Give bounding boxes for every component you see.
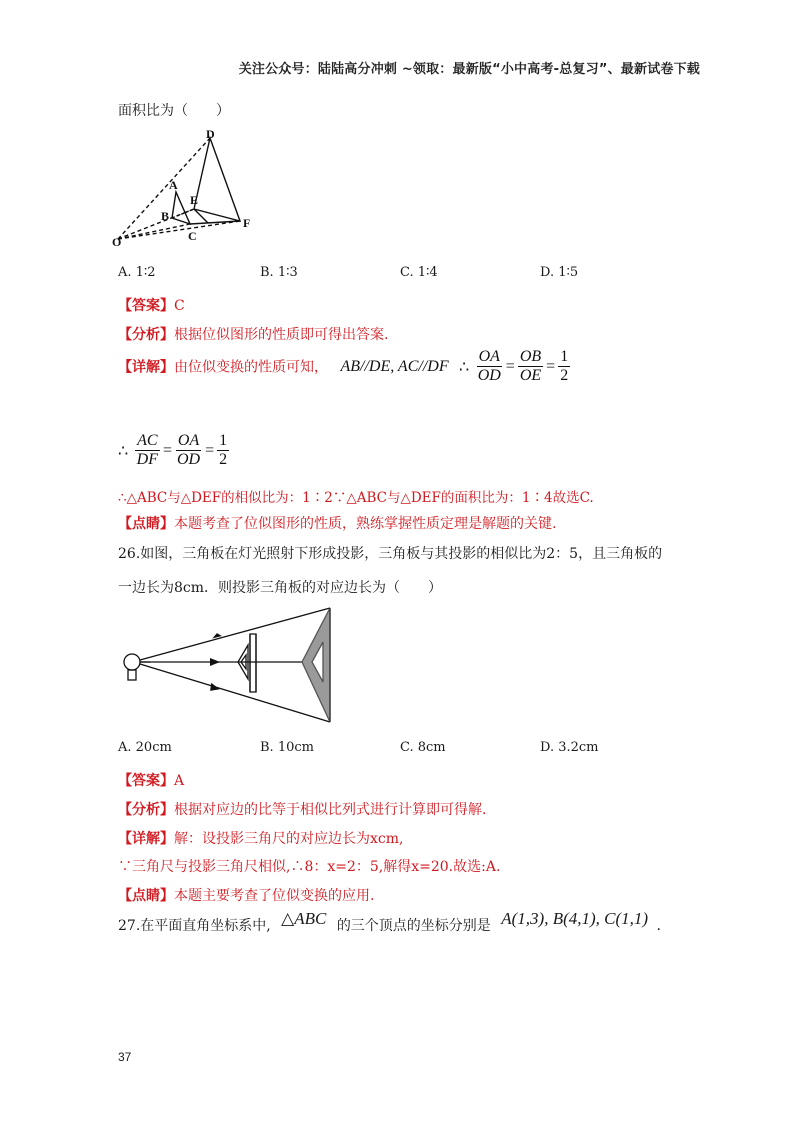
q26-projection-figure [120,600,350,730]
answer-tag: 【答案】 [118,298,174,314]
label-f: F [243,216,251,230]
label-c: C [188,229,197,243]
q25-comment-line [118,513,556,533]
q25-detail: 由位似变换的性质可知， [174,359,328,376]
fraction-one-half: $\frac{1}{2}$ [560,348,569,384]
comment-tag: 【点睛】 [118,516,174,532]
fraction-oa-od-2: $\frac{OA}{OD}$ [177,432,201,468]
q25-option-a: A. 1∶2 [118,265,156,280]
q26-detail-line: 【详解】解：设投影三角尺的对应边长为xcm, [118,831,404,847]
q26-option-b: B. 10cm [260,740,314,755]
arrow-middle [210,658,220,666]
q25-answer: C [174,298,185,314]
ray-of [118,221,240,239]
q25-ratio-line: ∴ $\frac{AC}{DF}$ = $\frac{OA}{OD}$ = $\frac{1}{2}$ [118,432,228,468]
therefore-symbol: ∴ [459,357,470,376]
q26-analysis: 根据对应边的比等于相似比列式进行计算即可得解. [174,802,487,818]
page-header: 关注公众号：陆陆高分冲刺 ~领取：最新版“小中高考-总复习”、最新试卷下载 [238,62,700,77]
q25-conclusion: ∴△ABC与△DEF的相似比为：1∶2∵△ABC与△DEF的面积比为：1∶4故选C. [118,490,594,506]
q26-answer: A [174,773,185,789]
q25-option-d: D. 1∶5 [540,265,579,280]
q27-stem: 27.在平面直角坐标系中, △ABC 的三个顶点的坐标分别是 A(1,3), B(4,1), C(1,1) . [118,909,661,934]
q25-option-b: B. 1∶3 [260,265,298,280]
q26-option-c: C. 8cm [400,740,446,755]
q25-answer-line [118,295,185,315]
analysis-tag: 【分析】 [118,327,174,343]
q25-figure [112,126,262,250]
label-o: O [112,235,122,249]
q25-detail-line: 【详解】由位似变换的性质可知， AB//DE, AC//DF ∴ $\frac{OA}{OD}$ = $\frac{OB}{OE}$ = $\frac{1}{2}$ [118,348,569,384]
q25-stem-tail: 面积比为（ ） [118,103,230,119]
fraction-one-half-2: $\frac{1}{2}$ [219,432,228,468]
triangle-def [194,138,240,221]
q26-answer-line: 【答案】A [118,773,185,789]
q26-option-d: D. 3.2cm [540,740,599,755]
q26-detail2: ∵三角尺与投影三角尺相似,∴8：x=2：5,解得x=20.故选:A. [118,859,501,875]
label-a: A [169,178,178,192]
q26-option-a: A. 20cm [118,740,172,755]
q25-analysis: 根据位似图形的性质即可得出答案. [174,327,389,343]
q26-stem-line1: 26.如图，三角板在灯光照射下形成投影，三角板与其投影的相似比为2：5，且三角板的 [118,546,663,562]
q27-triangle-abc: △ABC [281,909,327,928]
label-b: B [161,209,170,223]
q26-detail: 解：设投影三角尺的对应边长为xcm, [174,831,404,847]
fraction-ob-oe: $\frac{OB}{OE}$ [519,348,542,384]
q26-analysis-line: 【分析】根据对应边的比等于相似比列式进行计算即可得解. [118,802,487,818]
label-d: D [206,127,215,141]
detail-tag: 【详解】 [118,359,174,376]
page-number: 37 [118,1050,132,1064]
ray-bottom [140,664,330,722]
q25-parallel-math: AB//DE, AC//DF [340,357,449,375]
label-e: E [190,193,199,207]
q25-comment: 本题考查了位似图形的性质，熟练掌握性质定理是解题的关键. [174,516,557,532]
fraction-oa-od: $\frac{OA}{OD}$ [477,348,501,384]
q27-coordinates: A(1,3), B(4,1), C(1,1) [501,909,649,928]
q26-stem-line2: 一边长为8cm．则投影三角板的对应边长为（ ） [118,580,443,596]
q25-analysis-line [118,324,388,344]
q26-comment: 本题主要考查了位似变换的应用. [174,888,375,904]
fraction-ac-df: $\frac{AC}{DF}$ [136,432,158,468]
triangle-abc [172,192,190,224]
lamp-icon [124,654,140,670]
q26-comment-line: 【点睛】本题主要考查了位似变换的应用. [118,888,375,904]
q25-option-c: C. 1∶4 [400,265,438,280]
ray-top [140,608,330,660]
